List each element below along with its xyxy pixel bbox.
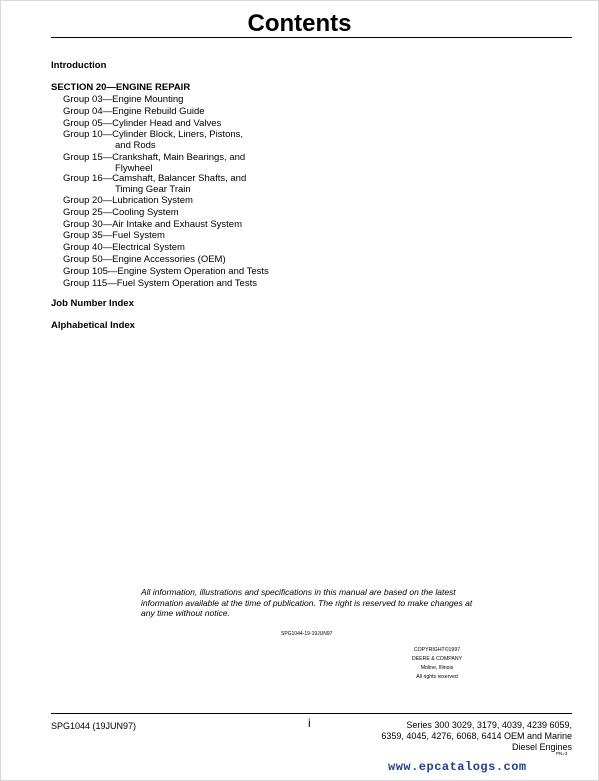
toc-entry-group-115[interactable]: Group 115—Fuel System Operation and Tests	[63, 278, 257, 289]
page-title: Contents	[247, 10, 352, 37]
toc-entry-group-10[interactable]	[63, 129, 243, 151]
footer-document-id: SPG1044 (19JUN97)	[51, 721, 137, 731]
footer-series-line3: Diesel Engines	[511, 742, 572, 752]
copyright-line: COPYRIGHT©1997	[413, 647, 461, 653]
section-job-number-index[interactable]: Job Number Index	[51, 298, 134, 309]
company-location: Moline, Illinois	[420, 665, 454, 671]
page-number: i	[308, 716, 311, 730]
disclaimer-notice: All information, illustrations and specifications in this manual are based on the latest information available at the time of publication. The right is reserved to make changes at any time without notice.	[141, 587, 473, 618]
company-name: DEERE & COMPANY	[411, 656, 463, 662]
section-20-heading[interactable]: SECTION 20—ENGINE REPAIR	[51, 82, 191, 93]
toc-entry-group-04[interactable]: Group 04—Engine Rebuild Guide	[63, 106, 205, 117]
toc-entry-group-16[interactable]	[63, 173, 246, 195]
toc-entry-line1: Group 16—Camshaft, Balancer Shafts, and	[63, 173, 247, 184]
copyright-block	[397, 646, 477, 682]
toc-entry-group-105[interactable]: Group 105—Engine System Operation and Tests	[63, 266, 269, 277]
toc-entry-group-25[interactable]: Group 25—Cooling System	[63, 207, 179, 218]
section-alphabetical-index[interactable]: Alphabetical Index	[51, 320, 135, 331]
toc-entry-group-03[interactable]: Group 03—Engine Mounting	[63, 94, 184, 105]
toc-entry-line2: and Rods	[115, 140, 156, 151]
footer-series-line1: Series 300 3029, 3179, 4039, 4239 6059,	[406, 720, 572, 730]
toc-entry-line2: Timing Gear Train	[115, 184, 191, 195]
footer-rule	[51, 713, 572, 714]
document-code: SPG1044-19-19JUN97	[281, 631, 333, 637]
section-introduction[interactable]: Introduction	[51, 60, 107, 71]
toc-entry-group-30[interactable]: Group 30—Air Intake and Exhaust System	[63, 219, 243, 230]
toc-entry-group-15[interactable]	[63, 152, 245, 174]
toc-entry-line1: Group 10—Cylinder Block, Liners, Pistons,	[63, 129, 244, 140]
footer-engine-series	[312, 720, 572, 753]
rights-reserved: All rights reserved	[416, 674, 458, 680]
toc-entry-line2: Flywheel	[115, 163, 153, 174]
toc-entry-group-35[interactable]: Group 35—Fuel System	[63, 230, 165, 241]
watermark: www.epcatalogs.com	[388, 760, 527, 774]
toc-entry-group-20[interactable]: Group 20—Lubrication System	[63, 195, 193, 206]
title-rule	[51, 37, 572, 38]
page-sequence-number: PN=3	[556, 751, 568, 756]
footer-series-line2: 6359, 4045, 4276, 6068, 6414 OEM and Marine	[381, 731, 572, 741]
toc-entry-line1: Group 15—Crankshaft, Main Bearings, and	[63, 152, 246, 163]
toc-entry-group-40[interactable]: Group 40—Electrical System	[63, 242, 185, 253]
toc-entry-group-50[interactable]: Group 50—Engine Accessories (OEM)	[63, 254, 226, 265]
toc-entry-group-05[interactable]: Group 05—Cylinder Head and Valves	[63, 118, 222, 129]
